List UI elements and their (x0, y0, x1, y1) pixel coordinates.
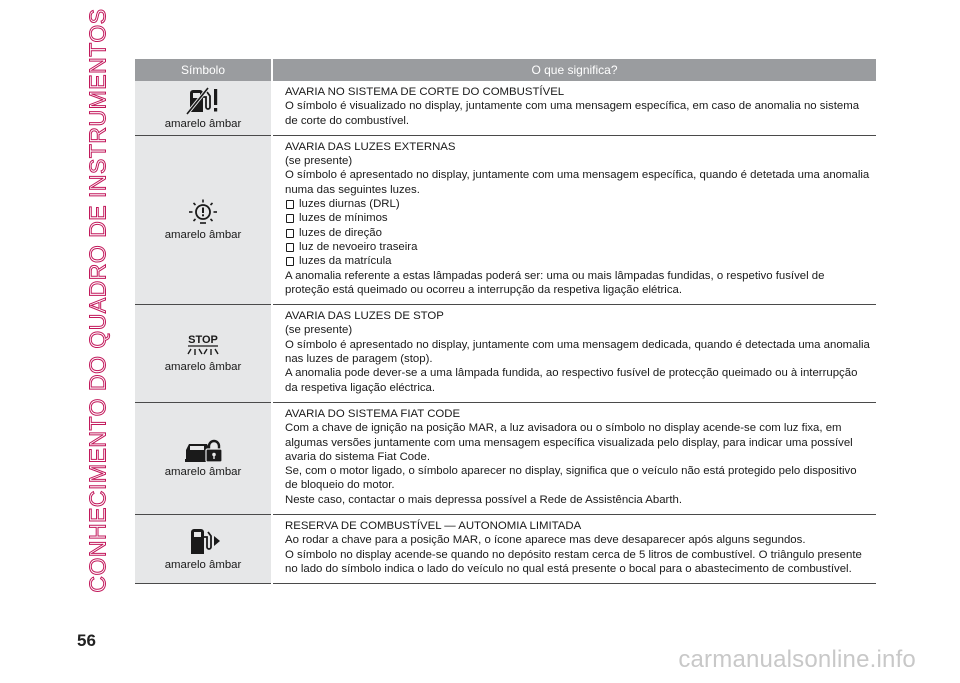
external-lights-fault-icon (186, 198, 220, 226)
description-cell (272, 135, 876, 304)
fuel-reserve-icon (183, 526, 223, 556)
table-row (135, 81, 876, 135)
symbol-color-label: amarelo âmbar (164, 466, 242, 479)
header-meaning: O que significa? (272, 59, 876, 81)
description-cell (272, 305, 876, 403)
symbol-cell (135, 135, 272, 304)
table-row (135, 515, 876, 584)
row-title: AVARIA NO SISTEMA DE CORTE DO COMBUSTÍVEL (285, 86, 565, 98)
list-item: luz de nevoeiro traseira (285, 240, 870, 254)
stop-icon-text: STOP (188, 334, 218, 347)
fiat-code-immobilizer-icon (183, 437, 223, 463)
list-item: luzes da matrícula (285, 254, 870, 268)
row-paragraph: Se, com o motor ligado, o símbolo aparecer no display, significa que o veículo não está protegido pelo dispositivo de bloqueio do motor. (285, 465, 857, 492)
row-title: AVARIA DO SISTEMA FIAT CODE (285, 407, 461, 420)
symbol-color-label: amarelo âmbar (164, 558, 242, 571)
description-cell (272, 515, 876, 584)
row-title: AVARIA DAS LUZES DE STOP (285, 310, 444, 323)
row-paragraph: Ao rodar a chave para a posição MAR, o ícone aparece mas deve desaparecer após alguns segundos. (285, 534, 806, 547)
symbol-cell (135, 81, 272, 135)
row-paragraph: O símbolo é apresentado no display, juntamente com uma mensagem dedicada, quando é detectada uma anomalia nas luzes de paragem (stop). (285, 338, 870, 366)
lights-list (285, 197, 870, 268)
watermark: carmanualsonline.info (678, 646, 916, 673)
chapter-side-title-text: CONHECIMENTO DO QUADRO DE INSTRUMENTOS (84, 7, 111, 593)
fuel-cutoff-warning-icon (183, 85, 223, 115)
page-number: 56 (77, 631, 96, 650)
row-title: RESERVA DE COMBUSTÍVEL — AUTONOMIA LIMITADA (285, 520, 582, 533)
symbol-color-label: amarelo âmbar (164, 228, 242, 241)
symbol-cell (135, 515, 272, 584)
warning-symbols-table (135, 59, 876, 584)
header-symbol: Símbolo (135, 59, 272, 81)
symbol-cell (135, 305, 272, 403)
table-row (135, 305, 876, 403)
row-paragraph: O símbolo é apresentado no display, juntamente com uma mensagem específica, quando é detetada uma anomalia numa das seguintes luzes. (285, 169, 870, 196)
symbol-cell (135, 402, 272, 514)
row-paragraph: O símbolo é visualizado no display, juntamente com uma mensagem específica, em caso de anomalia no sistema de corte do combustível. (285, 100, 860, 127)
row-paragraph: O símbolo no display acende-se quando no depósito restam cerca de 5 litros de combustível. O triângulo presente no lado do símbolo indica o lado do veículo no qual está presente o bocal para o abastecimento de combustível. (285, 548, 862, 575)
list-item: luzes de direção (285, 226, 870, 240)
symbol-color-label: amarelo âmbar (164, 361, 242, 374)
list-item: luzes de mínimos (285, 211, 870, 225)
table-row (135, 135, 876, 304)
row-note: (se presente) (285, 155, 353, 168)
row-footer: A anomalia referente a estas lâmpadas poderá ser: uma ou mais lâmpadas fundidas, o respetivo fusível de proteção está queimado ou ocorreu a interrupção da respetiva ligação elétrica. (285, 269, 825, 296)
row-paragraph: A anomalia pode dever-se a uma lâmpada fundida, ao respectivo fusível de protecção queimado ou à interrupção da respetiva ligação eléctrica. (285, 367, 858, 394)
table-header-row (135, 59, 876, 81)
table-row (135, 402, 876, 514)
row-paragraph: Com a chave de ignição na posição MAR, a luz avisadora ou o símbolo no display acende-se com luz fixa, em algumas versões juntamente com uma mensagem específica visualizada pelo display, para indicar uma possível avaria do sistema Fiat Code. (285, 422, 853, 463)
chapter-side-title (79, 7, 117, 593)
stop-lights-fault-icon (183, 332, 223, 358)
row-title: AVARIA DAS LUZES EXTERNAS (285, 140, 456, 153)
row-paragraph: Neste caso, contactar o mais depressa possível a Rede de Assistência Abarth. (285, 493, 682, 506)
description-cell (272, 81, 876, 135)
description-cell (272, 402, 876, 514)
symbol-color-label: amarelo âmbar (164, 117, 242, 130)
row-note: (se presente) (285, 324, 353, 337)
list-item: luzes diurnas (DRL) (285, 197, 870, 211)
